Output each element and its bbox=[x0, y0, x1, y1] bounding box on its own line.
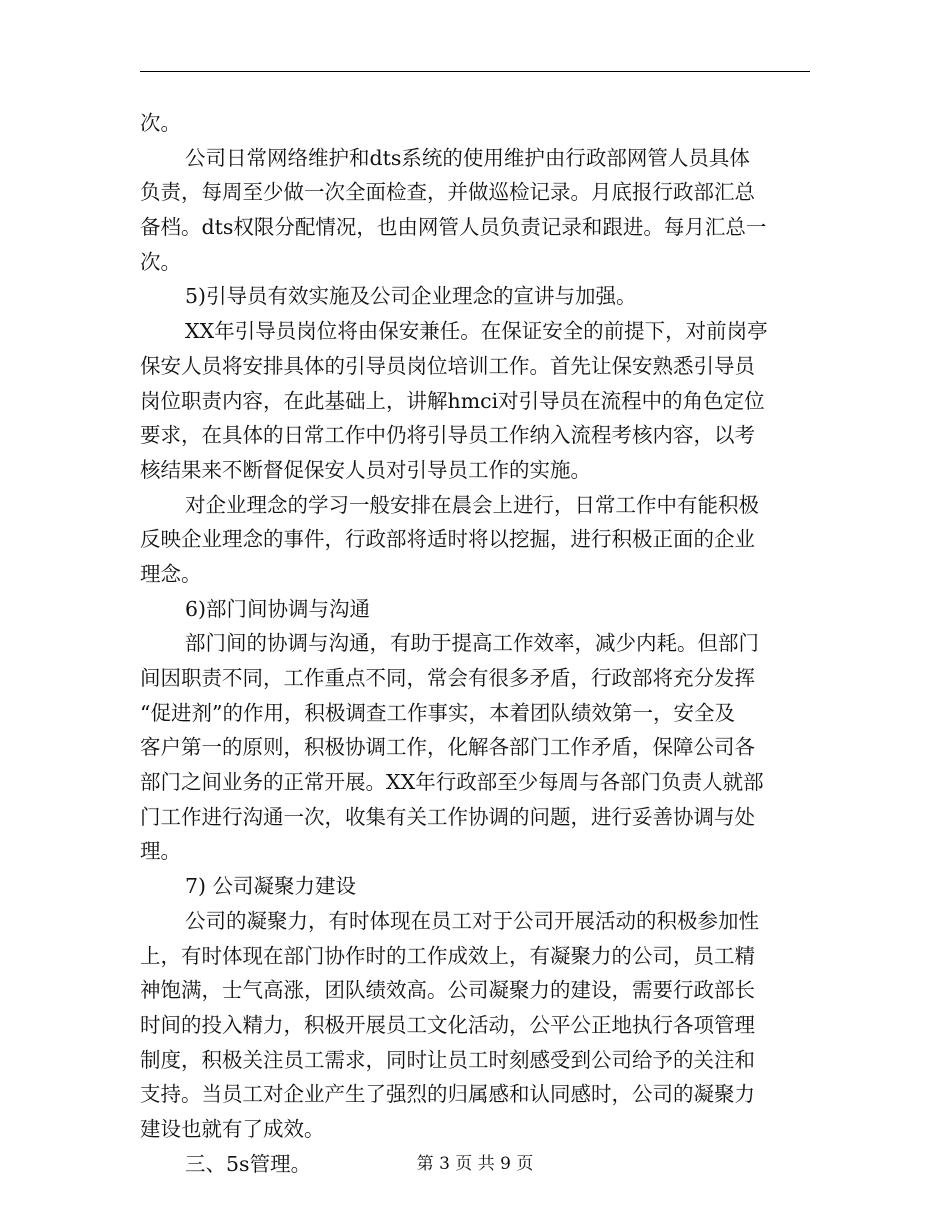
text-line: 对企业理念的学习一般安排在晨会上进行，日常工作中有能积极 bbox=[185, 492, 759, 517]
header-rule bbox=[140, 71, 810, 72]
text-line: 门工作进行沟通一次，收集有关工作协调的问题，进行妥善协调与处 bbox=[140, 804, 755, 829]
text-line: 负责，每周至少做一次全面检查，并做巡检记录。月底报行政部汇总 bbox=[140, 180, 755, 205]
text-line: 次。 bbox=[140, 111, 181, 135]
text-line: 5)引导员有效实施及公司企业理念的宣讲与加强。 bbox=[185, 284, 637, 309]
text-line: 支持。当员工对企业产生了强烈的归属感和认同感时，公司的凝聚力 bbox=[140, 1082, 755, 1107]
text-line: 神饱满，士气高涨，团队绩效高。公司凝聚力的建设，需要行政部长 bbox=[140, 978, 755, 1003]
text-line: 上，有时体现在部门协作时的工作成效上，有凝聚力的公司，员工精 bbox=[140, 943, 755, 968]
text-line: 岗位职责内容，在此基础上，讲解hmci对引导员在流程中的角色定位 bbox=[140, 388, 765, 413]
text-line: 6)部门间协调与沟通 bbox=[185, 596, 371, 621]
text-line: 反映企业理念的事件，行政部将适时将以挖掘，进行积极正面的企业 bbox=[140, 527, 755, 552]
text-line: 制度，积极关注员工需求，同时让员工时刻感受到公司给予的关注和 bbox=[140, 1047, 755, 1072]
text-line: 7) 公司凝聚力建设 bbox=[185, 874, 357, 899]
text-line: 理。 bbox=[140, 839, 181, 864]
text-line: 部门之间业务的正常开展。XX年行政部至少每周与各部门负责人就部 bbox=[140, 770, 764, 795]
text-line: 建设也就有了成效。 bbox=[140, 1116, 325, 1141]
text-line: 要求，在具体的日常工作中仍将引导员工作纳入流程考核内容，以考 bbox=[140, 423, 755, 448]
text-line: 备档。dts权限分配情况，也由网管人员负责记录和跟进。每月汇总一 bbox=[140, 215, 767, 240]
page-footer: 第 3 页 共 9 页 bbox=[416, 1154, 534, 1174]
text-line: 时间的投入精力，积极开展员工文化活动，公平公正地执行各项管理 bbox=[140, 1012, 755, 1037]
text-line: 三、5s管理。 bbox=[185, 1151, 312, 1176]
text-line: 客户第一的原则，积极协调工作，化解各部门工作矛盾，保障公司各 bbox=[140, 735, 755, 760]
text-line: 公司的凝聚力，有时体现在员工对于公司开展活动的积极参加性 bbox=[185, 908, 759, 933]
text-line: 次。 bbox=[140, 249, 181, 274]
text-line: 核结果来不断督促保安人员对引导员工作的实施。 bbox=[140, 457, 591, 482]
text-line: 理念。 bbox=[140, 561, 202, 586]
text-line: 公司日常网络维护和dts系统的使用维护由行政部网管人员具体 bbox=[185, 145, 750, 170]
text-line: XX年引导员岗位将由保安兼任。在保证安全的前提下，对前岗亭 bbox=[185, 319, 768, 344]
text-line: 保安人员将安排具体的引导员岗位培训工作。首先让保安熟悉引导员 bbox=[140, 353, 755, 378]
text-line: “促进剂”的作用，积极调查工作事实，本着团队绩效第一，安全及 bbox=[140, 700, 735, 725]
text-line: 部门间的协调与沟通，有助于提高工作效率，减少内耗。但部门 bbox=[185, 631, 759, 656]
text-line: 间因职责不同，工作重点不同，常会有很多矛盾，行政部将充分发挥 bbox=[140, 666, 755, 690]
document-body bbox=[140, 106, 810, 1181]
